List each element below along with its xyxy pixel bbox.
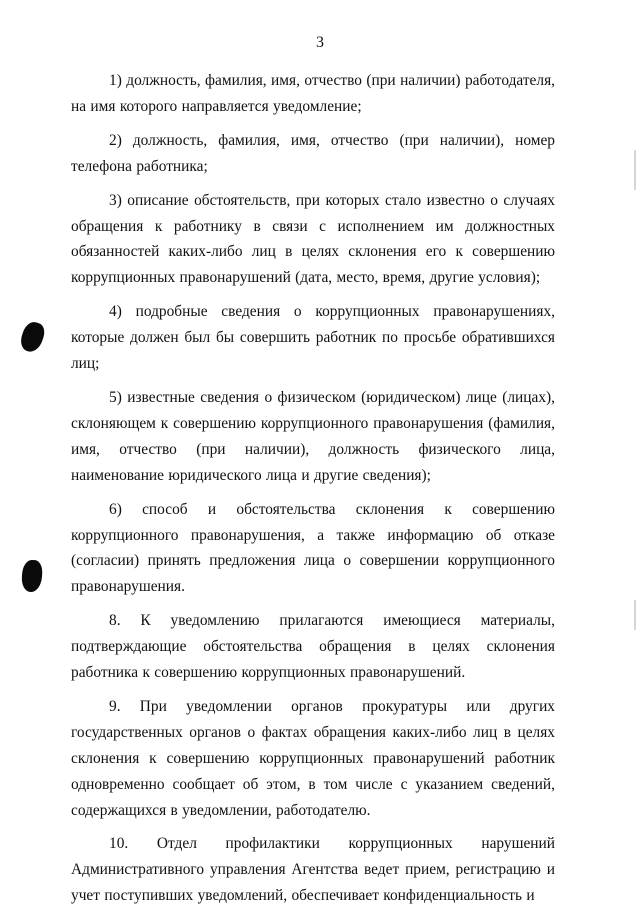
paragraph-section-9: 9. При уведомлении органов прокуратуры или других государственных органов о фактах обращения каких-либо лиц в целях склонения к совершению коррупционных правонарушений работник одновременно сообщает об этом, в том числе с указанием сведений, содержащихся в уведомлении, работодателю. xyxy=(71,697,555,819)
paragraph-item-1: 1) должность, фамилия, имя, отчество (при наличии) работодателя, на имя которого направляется уведомление; xyxy=(71,72,555,115)
paragraph-item-5: 5) известные сведения о физическом (юридическом) лице (лицах), склоняющем к совершению коррупционного правонарушения (фамилия, имя, отчество (при наличии), должность физического лица, наименование юридического лица и другие сведения); xyxy=(71,388,555,484)
paragraph-item-6: 6) способ и обстоятельства склонения к совершению коррупционного правонарушения, а также информацию об отказе (согласии) принять предложения лица о совершении коррупционного правонарушения. xyxy=(71,500,555,596)
scan-edge-mark xyxy=(634,600,636,630)
document-body xyxy=(71,68,555,917)
paragraph-section-10: 10. Отдел профилактики коррупционных нарушений Административного управления Агентства ведет прием, регистрацию и учет поступивших уведомлений, обеспечивает конфиденциальность и xyxy=(71,835,555,905)
scan-edge-mark xyxy=(634,150,636,190)
punch-hole-mark xyxy=(21,559,43,592)
punch-hole-mark xyxy=(18,319,47,354)
paragraph-section-8: 8. К уведомлению прилагаются имеющиеся материалы, подтверждающие обстоятельства обращения в целях склонения работника к совершению коррупционных правонарушений. xyxy=(71,612,555,682)
paragraph-item-3: 3) описание обстоятельств, при которых стало известно о случаях обращения к работнику в связи с исполнением им должностных обязанностей каких-либо лиц в целях склонения его к совершению коррупционных правонарушений (дата, место, время, другие условия); xyxy=(71,191,555,287)
page-number: 3 xyxy=(316,34,324,51)
paragraph-item-2: 2) должность, фамилия, имя, отчество (при наличии), номер телефона работника; xyxy=(71,131,555,175)
paragraph-item-4: 4) подробные сведения о коррупционных правонарушениях, которые должен был бы совершить работник по просьбе обратившихся лиц; xyxy=(71,303,555,373)
